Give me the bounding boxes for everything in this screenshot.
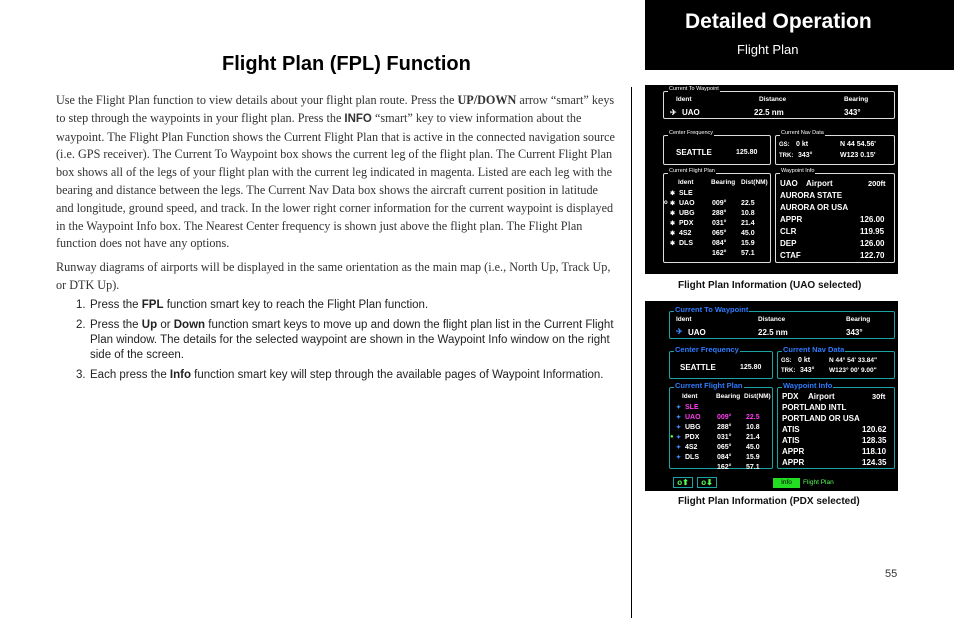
key-name: Info <box>169 369 191 381</box>
row-bearing: 009° <box>717 414 732 421</box>
key-name: INFO <box>344 112 372 125</box>
center-name: SEATTLE <box>680 363 716 372</box>
table-row[interactable] <box>670 404 772 414</box>
table-row[interactable] <box>664 210 770 220</box>
table-row[interactable] <box>670 444 772 454</box>
text: “smart” key to view information about the waypoint. The Flight Plan Function shows the Current Flight Plan that is active in the connected navigation source (i.e. GPS receiver). The Current To Waypoint box shows the current leg of the flight plan. The Current Flight Plan box shows all of the legs of your flight plan with the current leg indicated in magenta. Listed are each leg with the bearing and distance between the legs. The Current Nav Data box shows the aircraft current position in latitude and longitude, ground speed, and track. In the lower right corner information for the current waypoint is displayed in the Waypoint Info box. The Nearest Center frequency is shown just above the flight plan. The Flight Plan function does not have any options. <box>56 110 615 251</box>
table-row[interactable] <box>664 220 770 230</box>
freq-name: APPR <box>782 447 805 456</box>
waypoint-ident: UAO <box>688 328 706 337</box>
col-header-bearing: Bearing <box>711 179 736 186</box>
row-bearing: 288° <box>712 210 727 217</box>
col-header-bearing: Bearing <box>846 316 871 323</box>
row-dist: 10.8 <box>741 210 755 217</box>
box-label: Waypoint Info <box>781 168 815 174</box>
section-subtitle: Flight Plan <box>737 42 799 57</box>
row-ident: DLS <box>679 240 693 247</box>
col-header-bearing: Bearing <box>716 393 741 400</box>
screenshot-pdx-selected <box>645 301 898 491</box>
longitude: W123° 00' 9.00" <box>829 367 877 374</box>
box-label: Current To Waypoint <box>675 305 749 314</box>
box-label: Center Frequency <box>675 345 739 354</box>
box-label: Current Nav Data <box>783 345 845 354</box>
text: or <box>157 319 174 331</box>
waypoint-icon: ✱ <box>670 201 676 207</box>
waypoint-icon: ✦ <box>676 415 682 421</box>
box-label: Waypoint Info <box>783 381 833 390</box>
wpt-location: PORTLAND OR USA <box>782 414 860 423</box>
table-row[interactable] <box>670 454 772 464</box>
box-label: Current Flight Plan <box>669 168 715 174</box>
wpt-type: Airport <box>806 179 833 188</box>
row-ident: SLE <box>679 190 693 197</box>
box-label: Center Frequency <box>669 130 714 136</box>
waypoint-icon: ✦ <box>676 425 682 431</box>
row-ident: PDX <box>685 434 700 441</box>
row-dist: 21.4 <box>746 434 760 441</box>
wpt-name: AURORA STATE <box>780 191 843 200</box>
text: arrow “smart” keys to step through the waypoints in your flight plan. Press the <box>56 93 615 125</box>
row-ident: 4S2 <box>685 444 698 451</box>
row-bearing: 031° <box>712 220 727 227</box>
body-text <box>56 92 616 301</box>
page-number: 55 <box>885 568 898 580</box>
flight-plan-box <box>663 168 771 263</box>
text: Press the <box>90 299 142 311</box>
airport-icon: ✈ <box>676 327 683 336</box>
row-bearing: 084° <box>712 240 727 247</box>
col-header-distance: Distance <box>759 96 787 103</box>
row-bearing: 288° <box>717 424 732 431</box>
freq-value: 118.10 <box>862 447 887 456</box>
trk-label: TRK: <box>781 368 796 374</box>
softkey-up-button[interactable] <box>673 477 693 488</box>
step-number: 3. <box>76 369 86 381</box>
row-dist: 45.0 <box>746 444 760 451</box>
softkey-info-button[interactable]: Info <box>773 478 800 488</box>
figure-caption: Flight Plan Information (UAO selected) <box>678 280 862 291</box>
freq-name: CLR <box>780 227 797 236</box>
col-header-ident: Ident <box>676 96 692 103</box>
col-header-ident: Ident <box>676 316 692 323</box>
row-ident: UBG <box>679 210 695 217</box>
table-row[interactable] <box>664 250 770 260</box>
key-name: Down <box>173 319 206 331</box>
latitude: N 44° 54' 33.84" <box>829 357 878 364</box>
screenshot-uao-selected <box>645 85 898 274</box>
row-dist: 21.4 <box>741 220 755 227</box>
arrow-down-icon: o⬇ <box>701 478 713 487</box>
col-header-dist: Dist(NM) <box>744 393 771 400</box>
list-item <box>76 298 616 313</box>
table-row[interactable] <box>664 200 770 210</box>
gs-label: GS: <box>781 358 792 364</box>
step-number: 1. <box>76 299 86 311</box>
waypoint-bearing: 343° <box>844 108 861 117</box>
list-item <box>76 368 616 383</box>
text: function smart key will step through the available pages of Waypoint Information. <box>190 369 604 381</box>
row-ident: PDX <box>679 220 694 227</box>
box-label: Current To Waypoint <box>669 86 719 92</box>
row-bearing: 009° <box>712 200 727 207</box>
col-header-bearing: Bearing <box>844 96 869 103</box>
freq-name: APPR <box>780 215 803 224</box>
waypoint-distance: 22.5 nm <box>754 108 784 117</box>
wpt-name: PORTLAND INTL <box>782 403 847 412</box>
row-dist: 15.9 <box>746 454 760 461</box>
col-header-dist: Dist(NM) <box>741 179 768 186</box>
ground-speed: 0 kt <box>798 357 811 364</box>
freq-name: ATIS <box>782 436 800 445</box>
text: function smart keys to move up and down the flight plan list in the Current Flight Plan window. The details for the selected waypoint are shown in the Waypoint Info window on the right side of the screen. <box>90 319 614 361</box>
waypoint-icon: ✦ <box>676 445 682 451</box>
current-to-waypoint-box <box>669 305 895 339</box>
waypoint-icon: ✦ <box>676 405 682 411</box>
col-header-ident: Ident <box>678 179 694 186</box>
center-frequency-box <box>669 345 773 379</box>
trk-label: TRK: <box>779 153 794 159</box>
airport-icon: ✈ <box>670 108 677 117</box>
wpt-location: AURORA OR USA <box>780 203 849 212</box>
center-frequency-box <box>663 130 771 165</box>
waypoint-ident: UAO <box>682 108 700 117</box>
key-name: Up <box>141 319 158 331</box>
waypoint-icon: ✦ <box>676 435 682 441</box>
paragraph-1 <box>56 92 616 253</box>
wpt-type: Airport <box>808 392 835 401</box>
nav-data-box <box>775 130 895 165</box>
row-ident: UAO <box>685 414 701 421</box>
row-bearing: 065° <box>717 444 732 451</box>
row-ident: UBG <box>685 424 701 431</box>
figure-caption: Flight Plan Information (PDX selected) <box>678 496 860 507</box>
row-bearing: 031° <box>717 434 732 441</box>
table-row[interactable] <box>664 240 770 250</box>
table-row[interactable] <box>670 464 772 474</box>
row-dist: 22.5 <box>746 414 760 421</box>
waypoint-icon: ✱ <box>670 191 676 197</box>
softkey-flight-plan-label[interactable]: Flight Plan <box>803 479 834 486</box>
page-title: Flight Plan (FPL) Function <box>222 53 471 75</box>
ground-speed: 0 kt <box>796 141 809 148</box>
center-freq: 125.80 <box>740 364 762 371</box>
row-ident: 4S2 <box>679 230 692 237</box>
gs-label: GS: <box>779 142 790 148</box>
text: Each press the <box>90 369 170 381</box>
waypoint-icon: ✱ <box>670 221 676 227</box>
table-row[interactable] <box>670 414 772 424</box>
text: Use the Flight Plan function to view details about your flight plan route. Press the <box>56 93 458 107</box>
track: 343° <box>800 367 815 374</box>
waypoint-bearing: 343° <box>846 328 863 337</box>
freq-value: 124.35 <box>862 458 887 467</box>
freq-name: APPR <box>782 458 805 467</box>
waypoint-info-box <box>775 168 895 263</box>
table-row[interactable] <box>664 230 770 240</box>
box-label: Current Nav Data <box>781 130 824 136</box>
row-ident: SLE <box>685 404 699 411</box>
row-bearing: 162° <box>717 464 732 471</box>
waypoint-icon: ✱ <box>670 211 676 217</box>
col-header-ident: Ident <box>682 393 698 400</box>
nav-data-box <box>777 345 895 379</box>
waypoint-info-box <box>777 381 895 469</box>
row-dist: 22.5 <box>741 200 755 207</box>
freq-value: 126.00 <box>860 215 885 224</box>
wpt-elevation: 200ft <box>868 179 886 188</box>
row-dist: 10.8 <box>746 424 760 431</box>
row-ident: UAO <box>679 200 695 207</box>
wpt-ident: UAO <box>780 179 798 188</box>
row-bearing: 084° <box>717 454 732 461</box>
freq-name: CTAF <box>780 251 801 260</box>
arrow-up-icon: o⬆ <box>677 478 689 487</box>
steps-list <box>76 298 616 388</box>
latitude: N 44 54.56' <box>840 141 876 148</box>
key-name: UP/DOWN <box>457 93 517 107</box>
waypoint-icon: ✱ <box>670 231 676 237</box>
longitude: W123 0.15' <box>840 152 876 159</box>
column-divider <box>631 87 632 618</box>
freq-value: 128.35 <box>862 436 887 445</box>
step-text <box>90 318 616 363</box>
freq-value: 126.00 <box>860 239 885 248</box>
list-item <box>76 318 616 363</box>
col-header-distance: Distance <box>758 316 786 323</box>
table-row[interactable] <box>670 434 772 444</box>
row-dist: 45.0 <box>741 230 755 237</box>
track: 343° <box>798 152 813 159</box>
wpt-ident: PDX <box>782 392 799 401</box>
freq-value: 122.70 <box>860 251 885 260</box>
waypoint-icon: ✱ <box>670 241 676 247</box>
freq-name: DEP <box>780 239 797 248</box>
text: function smart key to reach the Flight Plan function. <box>163 299 429 311</box>
row-bearing: 162° <box>712 250 727 257</box>
box-label: Current Flight Plan <box>675 381 743 390</box>
step-text <box>90 298 428 313</box>
step-number: 2. <box>76 319 86 331</box>
step-text <box>90 368 604 383</box>
freq-value: 119.95 <box>860 227 885 236</box>
paragraph-2: Runway diagrams of airports will be displayed in the same orientation as the main map (i.e., North Up, Track Up, or DTK Up). <box>56 260 611 292</box>
table-row[interactable] <box>670 424 772 434</box>
wpt-elevation: 30ft <box>872 392 886 401</box>
center-name: SEATTLE <box>676 148 712 157</box>
current-to-waypoint-box <box>663 86 895 119</box>
row-bearing: 065° <box>712 230 727 237</box>
center-freq: 125.80 <box>736 149 758 156</box>
row-dist: 15.9 <box>741 240 755 247</box>
table-row[interactable] <box>664 190 770 200</box>
softkey-down-button[interactable] <box>697 477 717 488</box>
waypoint-distance: 22.5 nm <box>758 328 788 337</box>
section-title: Detailed Operation <box>685 10 872 33</box>
key-name: FPL <box>141 299 164 311</box>
freq-name: ATIS <box>782 425 800 434</box>
selected-marker-icon: ● <box>670 434 674 440</box>
freq-value: 120.62 <box>862 425 887 434</box>
row-dist: 57.1 <box>746 464 760 471</box>
row-dist: 57.1 <box>741 250 755 257</box>
waypoint-icon: ✦ <box>676 455 682 461</box>
text: Press the <box>90 319 142 331</box>
active-marker-icon: o <box>664 200 668 206</box>
row-ident: DLS <box>685 454 699 461</box>
flight-plan-box <box>669 381 773 471</box>
